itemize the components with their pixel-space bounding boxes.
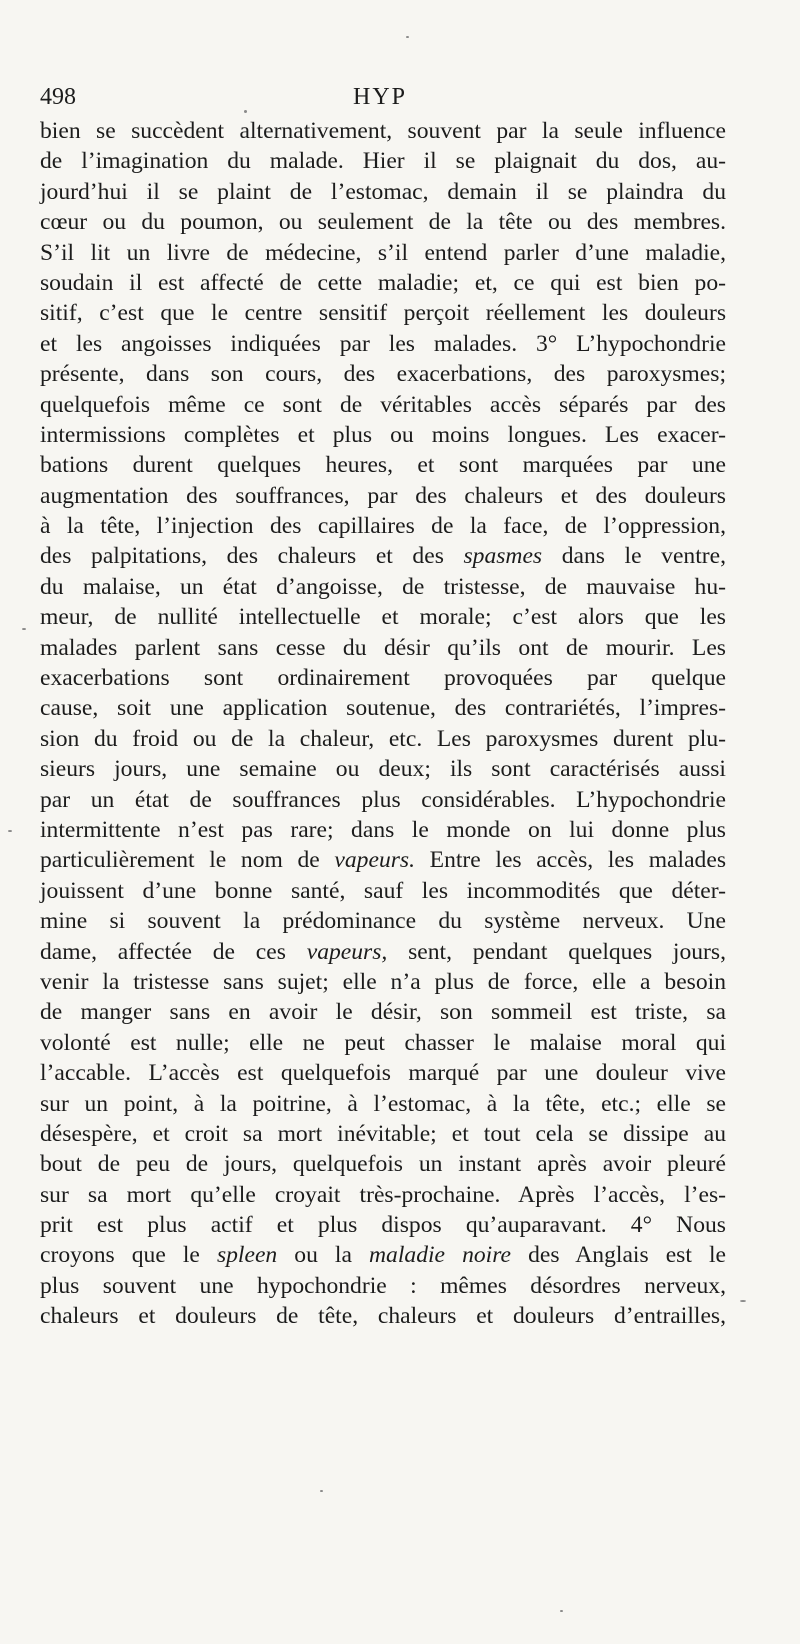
text-segment: sieurs jours, une semaine ou deux; ils sont caractérisés aussi [40, 756, 726, 783]
text-line [40, 572, 726, 602]
text-line [40, 754, 726, 784]
text-line [40, 633, 726, 663]
text-line [40, 390, 726, 420]
text-segment: l’accable. L’accès est quelquefois marqué par une douleur vive [40, 1060, 726, 1087]
text-segment: dans le ventre, [542, 543, 726, 570]
text-segment: des palpitations, des chaleurs et des [40, 543, 464, 570]
text-line [40, 1149, 726, 1179]
text-line [40, 116, 726, 146]
text-line [40, 663, 726, 693]
text-line [40, 511, 726, 541]
text-line [40, 1028, 726, 1058]
page-number: 498 [40, 84, 76, 110]
text-segment: croyons que le [40, 1242, 217, 1269]
text-segment: particulièrement le nom de [40, 847, 335, 874]
text-line [40, 1271, 726, 1301]
text-line [40, 967, 726, 997]
running-head: HYP [352, 84, 407, 110]
italic-text: vapeurs. [334, 847, 416, 874]
print-speck [560, 1610, 563, 1612]
text-segment: jourd’hui il se plaint de l’estomac, demain il se plaindra du [40, 178, 726, 205]
text-line [40, 1058, 726, 1088]
text-segment: sur sa mort qu’elle croyait très-prochaine. Après l’accès, l’es- [40, 1181, 726, 1208]
text-segment: chaleurs et douleurs de tête, chaleurs et douleurs d’entrailles, [40, 1303, 726, 1330]
text-segment: volonté est nulle; elle ne peut chasser le malaise moral qui [40, 1029, 726, 1056]
text-line [40, 238, 726, 268]
text-segment: augmentation des souffrances, par des chaleurs et des douleurs [40, 482, 726, 509]
italic-text: spleen [216, 1242, 278, 1269]
text-line [40, 481, 726, 511]
italic-text: spasmes [463, 543, 543, 570]
text-line [40, 268, 726, 298]
text-segment: bations durent quelques heures, et sont marquées par une [40, 452, 726, 479]
text-line [40, 1089, 726, 1119]
text-line [40, 815, 726, 845]
text-line [40, 997, 726, 1027]
text-line [40, 1119, 726, 1149]
text-line [40, 146, 726, 176]
body-text [40, 116, 726, 1332]
text-segment: cause, soit une application soutenue, des contrariétés, l’impres- [40, 695, 726, 722]
text-segment: à la tête, l’injection des capillaires de la face, de l’oppression, [40, 513, 726, 540]
print-speck [406, 36, 409, 38]
text-line [40, 207, 726, 237]
text-line [40, 693, 726, 723]
text-line [40, 937, 726, 967]
text-line [40, 724, 726, 754]
print-speck [244, 110, 247, 113]
text-segment: du malaise, un état d’angoisse, de tristesse, de mauvaise hu- [40, 573, 726, 600]
text-line [40, 845, 726, 875]
text-line [40, 420, 726, 450]
italic-text: maladie noire [369, 1242, 512, 1269]
text-segment: sur un point, à la poitrine, à l’estomac, à la tête, etc.; elle se [40, 1090, 726, 1117]
print-speck [320, 1490, 323, 1492]
text-segment: malades parlent sans cesse du désir qu’ils ont de mourir. Les [40, 634, 726, 661]
text-segment: Entre les accès, les malades [415, 847, 726, 874]
text-segment: venir la tristesse sans sujet; elle n’a plus de force, elle a besoin [40, 968, 726, 995]
text-line [40, 177, 726, 207]
text-segment: plus souvent une hypochondrie : mêmes désordres nerveux, [40, 1272, 726, 1299]
text-segment: cœur ou du poumon, ou seulement de la tête ou des membres. [40, 209, 726, 236]
text-line [40, 1180, 726, 1210]
text-segment: exacerbations sont ordinairement provoquées par quelque [40, 665, 726, 692]
text-segment: dame, affectée de ces [40, 938, 307, 965]
text-segment: ou la [277, 1242, 370, 1269]
text-line [40, 906, 726, 936]
text-segment: sent, pendant quelques jours, [387, 938, 726, 965]
text-segment: quelquefois même ce sont de véritables accès séparés par des [40, 391, 726, 418]
text-segment: S’il lit un livre de médecine, s’il entend parler d’une maladie, [40, 239, 726, 266]
italic-text: vapeurs, [306, 938, 388, 965]
page-header [40, 84, 720, 118]
text-segment: intermissions complètes et plus ou moins longues. Les exacer- [40, 421, 726, 448]
text-line [40, 1240, 726, 1270]
text-segment: jouissent d’une bonne santé, sauf les incommodités que déter- [40, 877, 726, 904]
text-segment: bout de peu de jours, quelquefois un instant après avoir pleuré [40, 1151, 726, 1178]
text-line [40, 1301, 726, 1331]
text-segment: intermittente n’est pas rare; dans le monde on lui donne plus [40, 816, 726, 843]
text-line [40, 1210, 726, 1240]
text-line [40, 541, 726, 571]
text-segment: bien se succèdent alternativement, souvent par la seule influence [40, 118, 726, 144]
text-segment: désespère, et croit sa mort inévitable; et tout cela se dissipe au [40, 1120, 726, 1147]
text-line [40, 450, 726, 480]
text-line [40, 876, 726, 906]
text-segment: prit est plus actif et plus dispos qu’auparavant. 4° Nous [40, 1212, 726, 1239]
text-line [40, 785, 726, 815]
text-segment: meur, de nullité intellectuelle et morale; c’est alors que les [40, 604, 726, 631]
text-segment: et les angoisses indiquées par les malades. 3° L’hypochondrie [40, 330, 726, 357]
text-segment: mine si souvent la prédominance du système nerveux. Une [40, 908, 726, 935]
text-segment: sion du froid ou de la chaleur, etc. Les paroxysmes durent plu- [40, 725, 726, 752]
print-speck [8, 830, 12, 832]
text-segment: soudain il est affecté de cette maladie; et, ce qui est bien po- [40, 269, 726, 296]
text-line [40, 329, 726, 359]
text-segment: de manger sans en avoir le désir, son sommeil est triste, sa [40, 999, 726, 1026]
text-segment: présente, dans son cours, des exacerbations, des paroxysmes; [40, 361, 726, 388]
text-line [40, 602, 726, 632]
text-segment: sitif, c’est que le centre sensitif perçoit réellement les douleurs [40, 300, 726, 327]
text-segment: par un état de souffrances plus considérables. L’hypochondrie [40, 786, 726, 813]
print-speck [740, 1300, 746, 1302]
text-line [40, 359, 726, 389]
text-segment: des Anglais est le [511, 1242, 726, 1269]
text-line [40, 298, 726, 328]
text-segment: de l’imagination du malade. Hier il se plaignait du dos, au- [40, 148, 726, 175]
print-speck [22, 628, 26, 630]
